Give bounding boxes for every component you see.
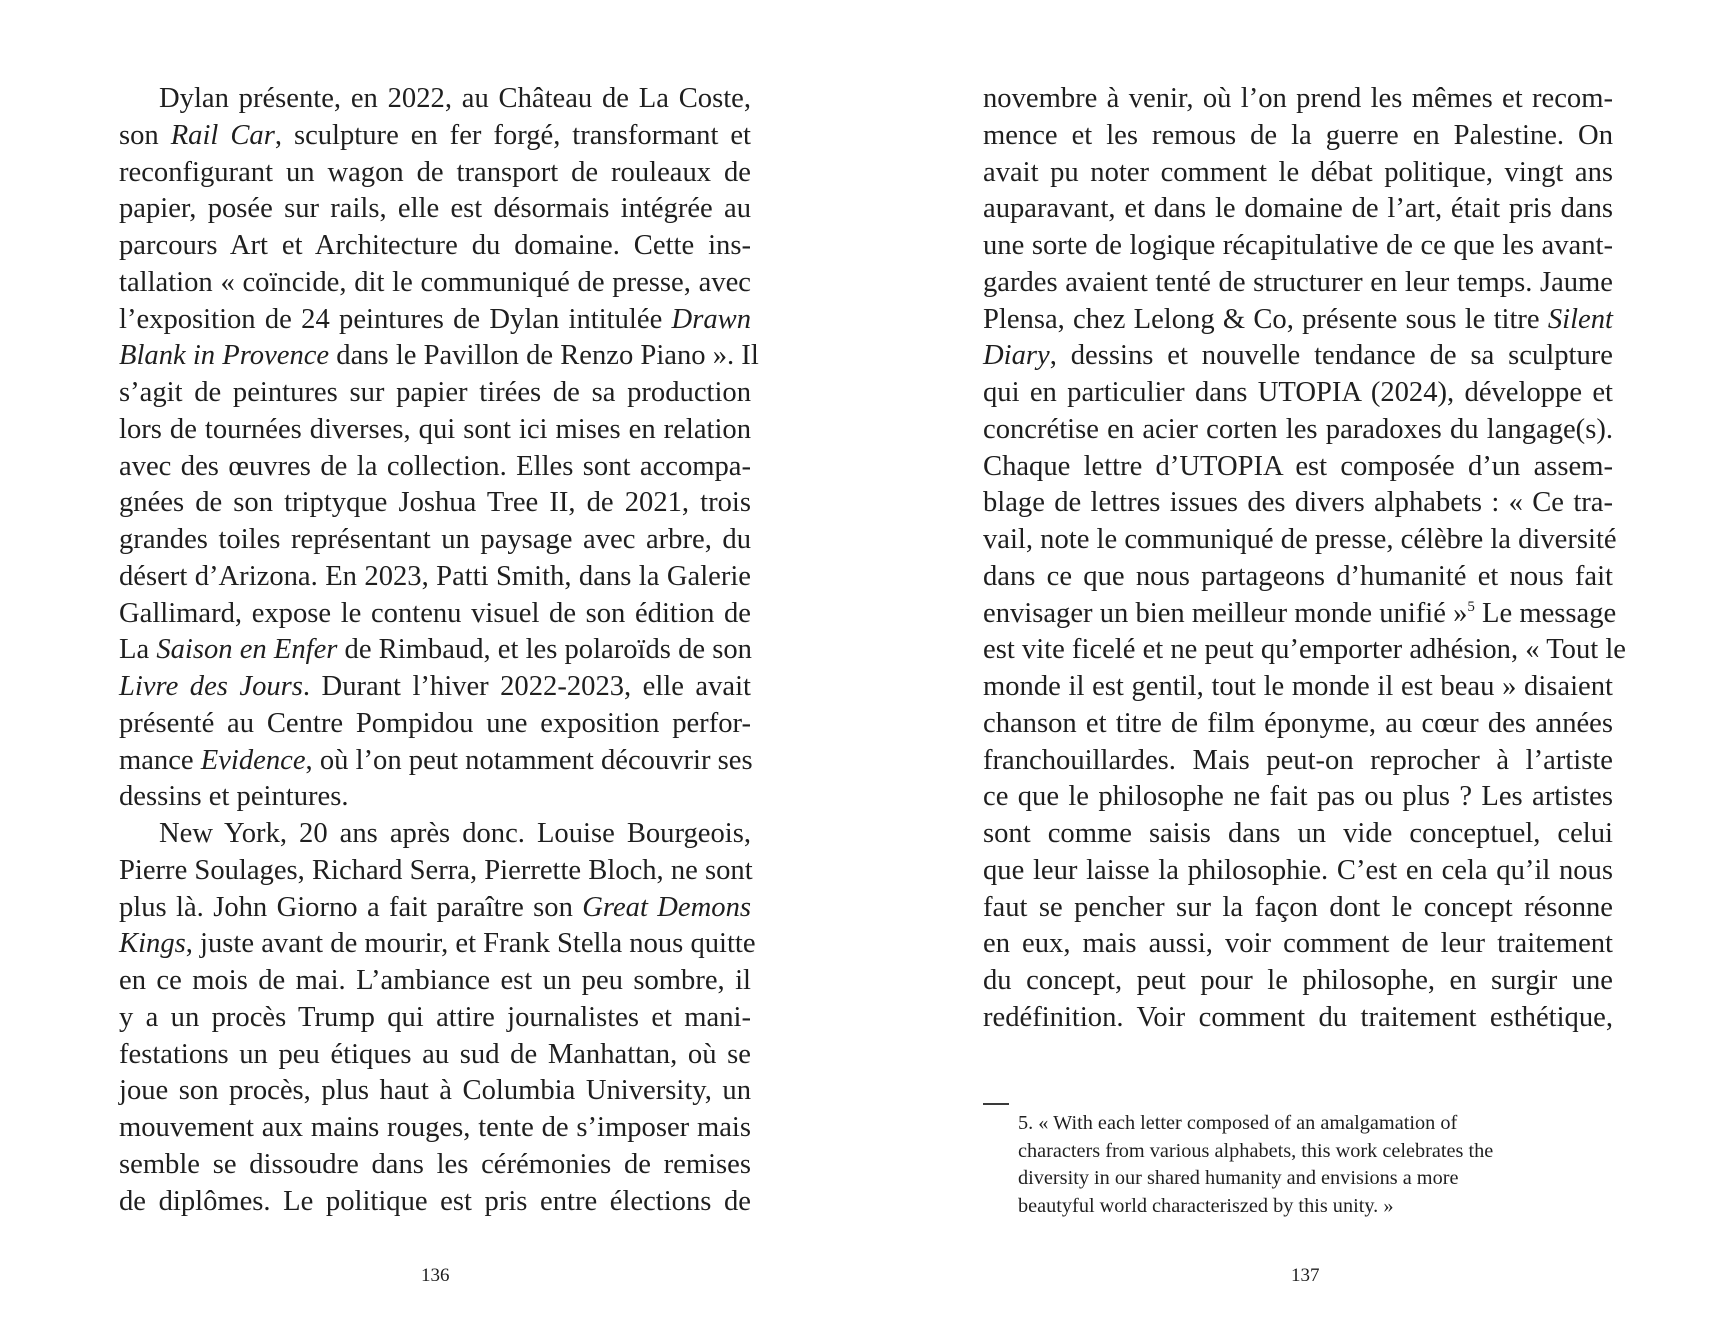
text-run: chanson et titre de film éponyme, au cœur des années xyxy=(983,707,1613,739)
text-run: sont comme saisis dans un vide conceptuel, celui xyxy=(983,818,1613,849)
text-line xyxy=(983,302,1613,339)
text-line xyxy=(983,743,1613,780)
text-line xyxy=(119,779,751,816)
text-line xyxy=(983,816,1613,853)
text-run: papier, posée sur rails, elle est désormais intégrée au xyxy=(119,193,751,225)
text-run: de diplômes. Le politique est pris entre élections de xyxy=(119,1185,751,1217)
text-run: en ce mois de mai. L’ambiance est un peu sombre, il xyxy=(119,965,751,996)
text-line xyxy=(119,632,751,669)
text-line xyxy=(119,559,751,596)
text-line xyxy=(983,485,1613,522)
text-line xyxy=(119,926,756,963)
text-line xyxy=(983,963,1613,1000)
text-line xyxy=(119,596,751,633)
text-line xyxy=(983,338,1613,375)
text-run: en eux, mais aussi, voir comment de leur traitement xyxy=(983,928,1613,960)
page-number-left: 136 xyxy=(421,1265,450,1286)
text-run: plus là. John Giorno a fait paraître son xyxy=(119,891,583,923)
text-line xyxy=(119,1073,751,1110)
text-line xyxy=(983,853,1613,890)
text-line xyxy=(119,1037,751,1074)
text-line xyxy=(983,522,1617,559)
text-line xyxy=(119,449,751,486)
text-line xyxy=(983,890,1613,927)
italic-title: Kings xyxy=(119,928,186,960)
text-line xyxy=(119,853,751,890)
text-run: une sorte de logique récapitulative de ce que les avant- xyxy=(983,230,1613,261)
footnote-5 xyxy=(1018,1110,1578,1220)
text-run: qui en particulier dans UTOPIA (2024), développe et xyxy=(983,377,1613,408)
footnote-separator xyxy=(983,1103,1009,1105)
text-run: vail, note le communiqué de presse, célèbre la diversité xyxy=(983,524,1617,555)
text-run: dans le Pavillon de Renzo Piano ». Il xyxy=(329,340,759,372)
text-run: auparavant, et dans le domaine de l’art, était pris dans xyxy=(983,193,1613,225)
text-line xyxy=(119,375,751,412)
text-run: grandes toiles représentant un paysage avec arbre, du xyxy=(119,524,751,555)
text-run: semble se dissoudre dans les cérémonies de remises xyxy=(119,1148,751,1180)
right-page-body-text xyxy=(983,81,1626,1037)
text-run: gnées de son triptyque Joshua Tree II, de 2021, trois xyxy=(119,487,751,519)
text-run: Pierre Soulages, Richard Serra, Pierrette Bloch, ne sont xyxy=(119,854,753,886)
text-run: Gallimard, expose le contenu visuel de son édition de xyxy=(119,597,751,629)
footnote-line: beautyful world characteriszed by this unity. » xyxy=(1018,1194,1394,1217)
text-run: est vite ficelé et ne peut qu’emporter adhésion, « Tout le xyxy=(983,634,1626,666)
italic-title: Great Demons xyxy=(582,891,751,923)
text-line xyxy=(983,375,1613,412)
text-line xyxy=(983,559,1613,596)
text-run: New York, 20 ans après donc. Louise Bourgeois, xyxy=(159,818,751,849)
text-run: Plensa, chez Lelong & Co, présente sous le titre xyxy=(983,303,1548,335)
text-run: l’exposition de 24 peintures de Dylan intitulée xyxy=(119,303,672,335)
text-run: , dessins et nouvelle tendance de sa sculpture xyxy=(1049,340,1613,372)
text-run: festations un peu étiques au sud de Manhattan, où se xyxy=(119,1038,751,1070)
text-run: Chaque lettre d’UTOPIA est composée d’un assem- xyxy=(983,450,1613,482)
text-run: dans ce que nous partageons d’humanité et nous fait xyxy=(983,560,1613,592)
text-line xyxy=(119,816,751,853)
text-run: ce que le philosophe ne fait pas ou plus ? Les artistes xyxy=(983,781,1613,813)
text-run: dessins et peintures. xyxy=(119,781,349,813)
text-line xyxy=(983,1000,1613,1037)
text-line xyxy=(119,522,751,559)
italic-title: Saison en Enfer xyxy=(156,634,338,666)
left-page-body-text xyxy=(119,81,759,1220)
text-run: désert d’Arizona. En 2023, Patti Smith, dans la Galerie xyxy=(119,560,751,592)
italic-title: Diary xyxy=(983,340,1050,372)
text-line xyxy=(119,890,751,927)
text-run: avec des œuvres de la collection. Elles sont accompa- xyxy=(119,450,751,482)
text-run: , sculpture en fer forgé, transformant et xyxy=(274,119,752,151)
italic-title: Livre des Jours xyxy=(119,671,303,702)
text-line xyxy=(119,1184,751,1221)
text-run: avait pu noter comment le débat politique, vingt ans xyxy=(983,156,1613,188)
text-run: blage de lettres issues des divers alphabets : « Ce tra- xyxy=(983,487,1613,519)
text-line xyxy=(119,1147,751,1184)
page-number-right: 137 xyxy=(1291,1265,1320,1286)
text-run: redéfinition. Voir comment du traitement esthétique, xyxy=(983,1001,1613,1033)
italic-title: Rail Car xyxy=(170,119,275,151)
text-line xyxy=(119,228,751,265)
text-run: Le message xyxy=(1474,597,1617,629)
text-run: mouvement aux mains rouges, tente de s’imposer mais xyxy=(119,1112,751,1143)
text-run: franchouillardes. Mais peut-on reprocher à l’artiste xyxy=(983,744,1613,776)
text-run: , où l’on peut notamment découvrir ses xyxy=(305,744,753,776)
text-run: novembre à venir, où l’on prend les mêmes et recom- xyxy=(983,83,1613,114)
text-run: . Durant l’hiver 2022-2023, elle avait xyxy=(302,671,751,702)
text-line xyxy=(119,963,751,1000)
text-line xyxy=(119,412,751,449)
text-line xyxy=(983,706,1613,743)
text-line xyxy=(119,669,751,706)
text-run: de Rimbaud, et les polaroïds de son xyxy=(337,634,752,666)
text-run: monde il est gentil, tout le monde il est beau » disaient xyxy=(983,671,1613,702)
text-run: du concept, peut pour le philosophe, en surgir une xyxy=(983,965,1613,996)
text-run: envisager un bien meilleur monde unifié » xyxy=(983,597,1468,629)
text-line xyxy=(983,412,1613,449)
text-run: Dylan présente, en 2022, au Château de La Coste, xyxy=(159,83,751,114)
text-line xyxy=(119,118,751,155)
text-line xyxy=(119,743,751,780)
text-run: concrétise en acier corten les paradoxes du langage(s). xyxy=(983,413,1613,445)
text-line xyxy=(119,265,751,302)
text-line xyxy=(983,228,1613,265)
text-run: faut se pencher sur la façon dont le concept résonne xyxy=(983,891,1613,923)
text-line xyxy=(119,706,751,743)
text-line xyxy=(119,302,751,339)
text-run: , juste avant de mourir, et Frank Stella nous quitte xyxy=(185,928,756,960)
text-line xyxy=(983,265,1613,302)
italic-title: Blank in Provence xyxy=(119,340,330,372)
text-line xyxy=(983,779,1613,816)
italic-title: Evidence xyxy=(200,744,306,776)
text-run: présenté au Centre Pompidou une exposition perfor- xyxy=(119,707,751,739)
footnote-line: 5. « With each letter composed of an amalgamation of xyxy=(1018,1112,1458,1134)
text-run: tallation « coïncide, dit le communiqué de presse, avec xyxy=(119,266,751,298)
text-line xyxy=(119,191,751,228)
text-run: reconfigurant un wagon de transport de rouleaux de xyxy=(119,156,751,188)
footnote-line: diversity in our shared humanity and envisions a more xyxy=(1018,1167,1459,1190)
text-run: lors de tournées diverses, qui sont ici mises en relation xyxy=(119,413,751,445)
text-line xyxy=(983,632,1626,669)
text-line xyxy=(983,669,1613,706)
text-line xyxy=(983,926,1613,963)
italic-title: Drawn xyxy=(671,303,751,335)
text-run: La xyxy=(119,634,157,666)
text-line xyxy=(983,155,1613,192)
text-run: mence et les remous de la guerre en Palestine. On xyxy=(983,119,1613,151)
text-line xyxy=(983,596,1617,633)
text-run: y a un procès Trump qui attire journalistes et mani- xyxy=(119,1001,751,1033)
text-line xyxy=(119,81,751,118)
text-line xyxy=(119,338,759,375)
text-line xyxy=(983,81,1613,118)
text-run: parcours Art et Architecture du domaine. Cette ins- xyxy=(119,230,751,261)
text-run: joue son procès, plus haut à Columbia University, un xyxy=(119,1075,751,1107)
text-line xyxy=(119,485,751,522)
text-line xyxy=(983,191,1613,228)
text-line xyxy=(119,155,751,192)
text-run: mance xyxy=(119,744,201,776)
text-line xyxy=(119,1110,751,1147)
text-run: que leur laisse la philosophie. C’est en cela qu’il nous xyxy=(983,854,1613,886)
text-run: gardes avaient tenté de structurer en leur temps. Jaume xyxy=(983,266,1613,298)
footnote-reference: 5 xyxy=(1467,598,1475,615)
footnote-line: characters from various alphabets, this work celebrates the xyxy=(1018,1139,1494,1162)
right-page xyxy=(866,0,1732,1338)
text-run: s’agit de peintures sur papier tirées de sa production xyxy=(119,377,751,408)
text-line xyxy=(983,449,1613,486)
italic-title: Silent xyxy=(1547,303,1613,335)
text-run: son xyxy=(119,119,171,151)
text-line xyxy=(119,1000,751,1037)
text-line xyxy=(983,118,1613,155)
